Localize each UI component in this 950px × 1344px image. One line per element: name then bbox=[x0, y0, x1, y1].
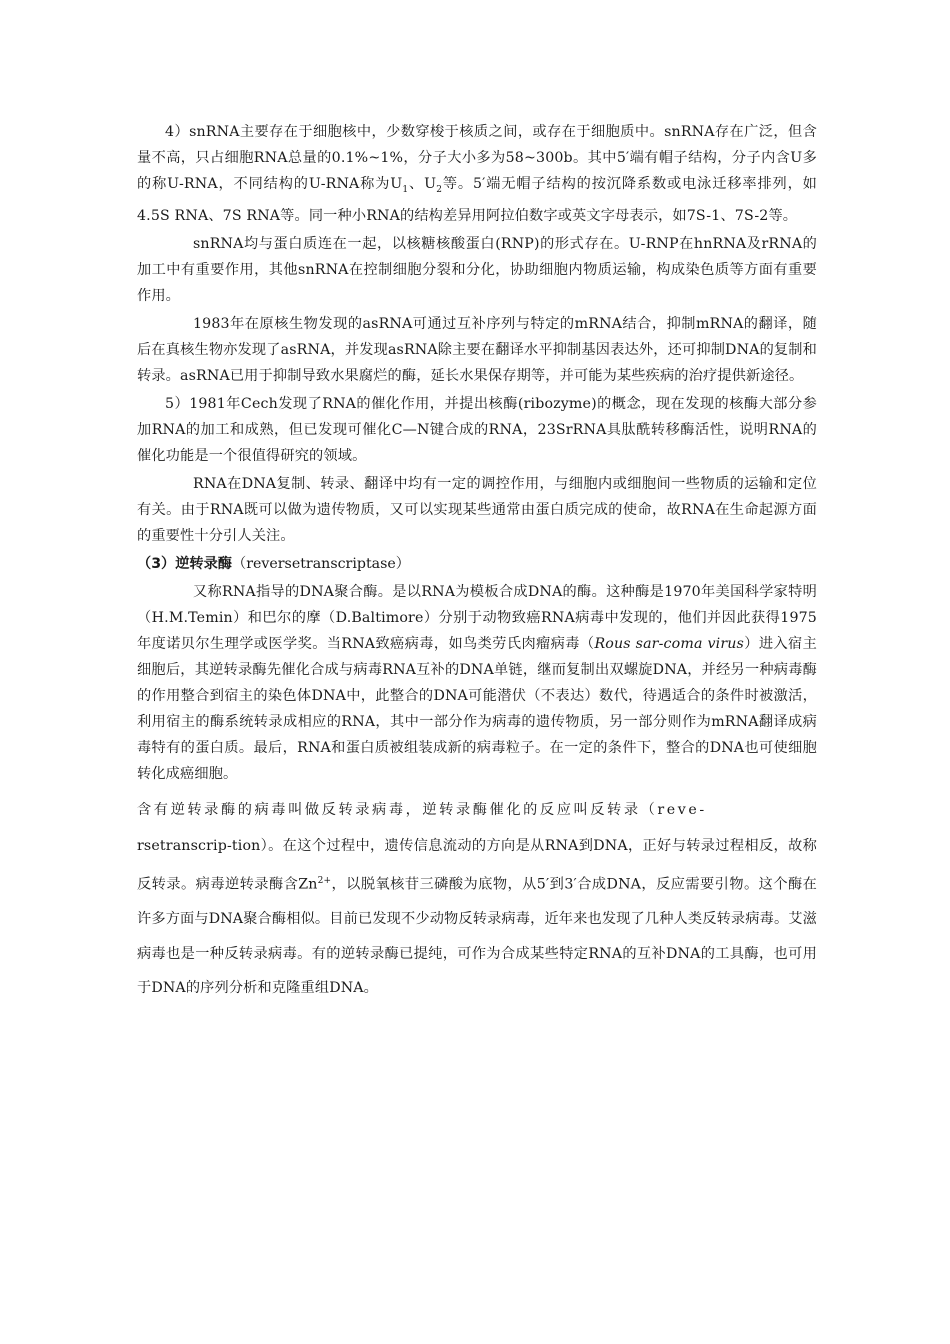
paragraph-rna-regulation: RNA在DNA复制、转录、翻译中均有一定的调控作用，与细胞内或细胞间一些物质的运输和定位有关。由于RNA既可以做为遗传物质，又可以实现某些通常由蛋白质完成的使命，故RNA在生命起源方面的重要性十分引人关注。 bbox=[137, 475, 817, 544]
superscript: 2+ bbox=[317, 875, 332, 886]
text: ）进入宿主细胞后，其逆转录酶先催化合成与病毒RNA互补的DNA单链，继而复制出双螺旋DNA，并经另一种病毒酶的作用整合到宿主的染色体DNA中，此整合的DNA可能潜伏（不表达）数代，待遇适合的条件时被激活，利用宿主的酶系统转录成相应的RNA，其中一部分作为病毒的遗传物质，另一部分则作为mRNA翻译成病毒特有的蛋白质。最后，RNA和蛋白质被组装成新的病毒粒子。在一定的条件下，整合的DNA也可使细胞转化成癌细胞。 bbox=[137, 635, 817, 782]
subscript: 2 bbox=[436, 184, 443, 195]
subscript: 1 bbox=[402, 184, 409, 195]
paragraph-snrna-location bbox=[137, 119, 817, 229]
text: 、U bbox=[408, 176, 437, 192]
paragraph-retrovirus-line1: 含有逆转录酶的病毒叫做反转录病毒，逆转录酶催化的反应叫反转录（reve- bbox=[137, 801, 707, 818]
document-body bbox=[137, 119, 817, 1008]
heading-english: （reversetranscriptase） bbox=[232, 555, 410, 572]
section-heading-reverse-transcriptase bbox=[137, 551, 817, 577]
text: 等。5′端无帽子结构的按沉降系数或电泳迁移率排列，如4.5S RNA、7S RNA等。同一种小RNA的结构差异用阿拉伯数字或英文字母表示，如7S-1、7S-2等。 bbox=[137, 176, 817, 224]
text: 4）snRNA主要存在于细胞核中，少数穿梭于核质之间，或存在于细胞质中。snRNA存在广泛，但含量不高，只占细胞RNA总量的0.1%~1%，分子大小多为58~300b。其中5′端有帽子结构，分子内含U多的称U-RNA，不同结构的U-RNA称为U bbox=[137, 124, 817, 192]
paragraph-asrna: 1983年在原核生物发现的asRNA可通过互补序列与特定的mRNA结合，抑制mRNA的翻译，随后在真核生物亦发现了asRNA，并发现asRNA除主要在翻译水平抑制基因表达外，还可抑制DNA的复制和转录。asRNA已用于抑制导致水果腐烂的酶，延长水果保存期等，并可能为某些疾病的治疗提供新途径。 bbox=[137, 315, 817, 384]
text: ，以脱氧核苷三磷酸为底物，从5′到3′合成DNA，反应需要引物。这个酶在许多方面与DNA聚合酶相似。目前已发现不少动物反转录病毒，近年来也发现了几种人类反转录病毒。艾滋病毒也是一种反转录病毒。有的逆转录酶已提纯，可作为合成某些特定RNA的互补DNA的工具酶，也可用于DNA的序列分析和克隆重组DNA。 bbox=[137, 876, 817, 997]
paragraph-reverse-transcriptase-discovery bbox=[137, 579, 817, 787]
text: 又称RNA指导的DNA聚合酶。是以RNA为模板合成DNA的酶。这种酶是1970年美国科学家特明（H.M.Temin）和巴尔的摩（D.Baltimore）分别于动物致癌RNA病毒中发现的，他们并因此获得1975年度诺贝尔生理学或医学奖。当RNA致癌病毒，如鸟类劳氏肉瘤病毒（ bbox=[137, 583, 817, 652]
italic-species-name: Rous sar-coma virus bbox=[594, 635, 744, 652]
heading-bold: （3）逆转录酶 bbox=[137, 555, 232, 572]
paragraph-snrna-rnp: snRNA均与蛋白质连在一起，以核糖核酸蛋白(RNP)的形式存在。U-RNP在hnRNA及rRNA的加工中有重要作用，其他snRNA在控制细胞分裂和分化，协助细胞内物质运输，构成染色质等方面有重要作用。 bbox=[137, 235, 817, 304]
paragraph-ribozyme: 5）1981年Cech发现了RNA的催化作用，并提出核酶(ribozyme)的概念，现在发现的核酶大部分参加RNA的加工和成熟，但已发现可催化C—N键合成的RNA，23SrRNA具肽酰转移酶活性，说明RNA的催化功能是一个很值得研究的领域。 bbox=[137, 395, 817, 464]
paragraph-retrovirus-body bbox=[137, 829, 817, 1005]
text: rsetranscrip-tion）。在这个过程中，遗传信息流动的方向是从RNA到DNA，正好与转录过程相反，故称反转录。病毒逆转录酶含Zn bbox=[137, 838, 817, 893]
